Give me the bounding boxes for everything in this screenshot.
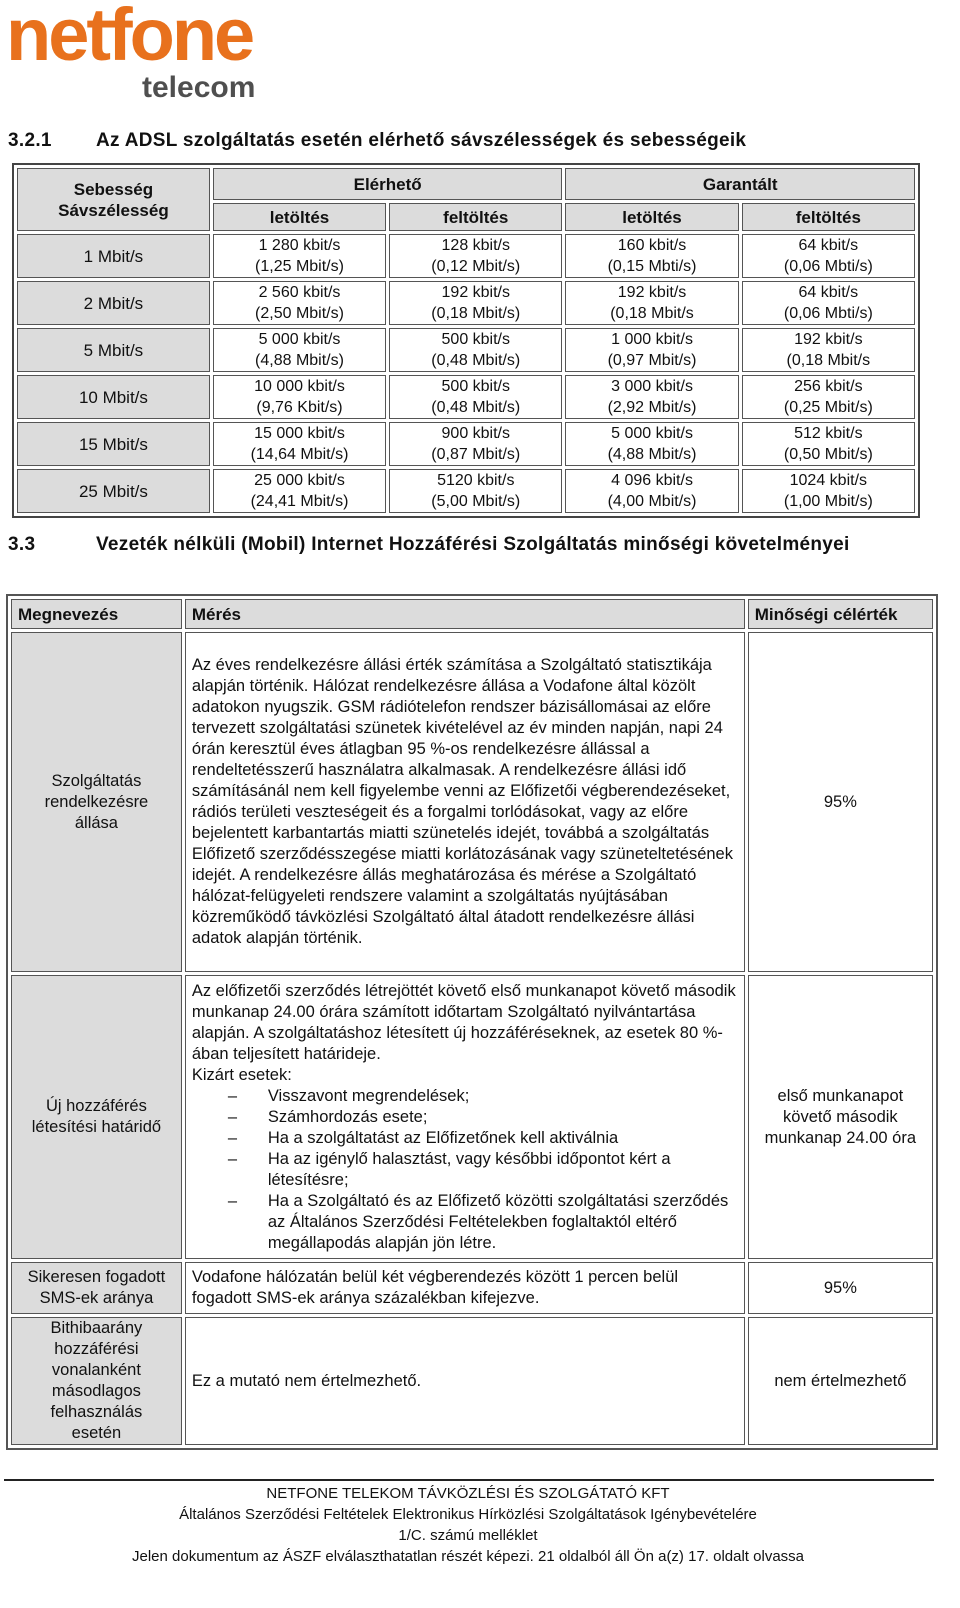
- list-item: – Számhordozás esete;: [228, 1107, 738, 1128]
- footer-divider: [4, 1479, 934, 1481]
- cell-line: 500 kbit/s: [441, 378, 510, 395]
- footer: [0, 1483, 936, 1567]
- table-cell: [389, 375, 562, 419]
- table-cell: [742, 469, 915, 513]
- cell-line: 1 280 kbit/s: [258, 237, 341, 254]
- name-line: Szolgáltatás: [51, 771, 142, 790]
- cell-line: (0,87 Mbit/s): [431, 446, 521, 463]
- name-line: Sikeresen fogadott: [27, 1268, 166, 1286]
- cell-line: (1,25 Mbit/s): [255, 258, 344, 275]
- footer-document: Általános Szerződési Feltételek Elektronikus Hírközlési Szolgáltatások Igénybevételére: [179, 1506, 757, 1523]
- cell-line: 512 kbit/s: [794, 425, 863, 442]
- adsl-table-body: [17, 234, 915, 513]
- mobile-quality-table: [6, 594, 938, 1450]
- cell-line: (0,25 Mbit/s): [783, 399, 873, 416]
- value-line: első munkanapot: [777, 1086, 904, 1105]
- cell-line: (0,48 Mbit/s): [431, 352, 521, 369]
- cell-line: (9,76 Kbit/s): [256, 399, 343, 416]
- section-heading-mobile: [8, 534, 850, 556]
- adsl-speed-table: [12, 163, 920, 518]
- table-cell: [742, 375, 915, 419]
- table-cell: [389, 281, 562, 325]
- cell-line: 25 000 kbit/s: [254, 472, 345, 489]
- table-row: [17, 422, 915, 466]
- table-row: [17, 234, 915, 278]
- row-name-sms: [11, 1262, 182, 1314]
- name-line: vonalanként: [51, 1361, 141, 1379]
- value-line: munkanap 24.00 óra: [764, 1128, 917, 1147]
- cell-line: 1 000 kbit/s: [611, 331, 693, 348]
- cell-line: (0,18 Mbit/s: [610, 305, 694, 322]
- table-row: [17, 469, 915, 513]
- desc-text: Az előfizetői szerződés létrejöttét követő első munkanapot követő második munkanap 24.00 órára számított időtartam Szolgáltató nyilvántartása alapján. A szolgáltatáshoz létesített új hozzáféréseknek, az esetek 80 %-ában teljesített határideje.: [191, 981, 736, 1063]
- list-item: – Ha a Szolgáltató és az Előfizető közötti szolgáltatási szerződés az Általános Szerződési Feltételekben foglaltaktól eltérő megállapodás alapján jön létre.: [228, 1191, 738, 1254]
- corner-header: [17, 168, 210, 231]
- row-speed-label: 15 Mbit/s: [17, 422, 210, 466]
- group-header-guaranteed: Garantált: [565, 168, 915, 200]
- cell-line: 5120 kbit/s: [437, 472, 515, 489]
- row-desc-new-access: [185, 975, 745, 1259]
- row-speed-label: 1 Mbit/s: [17, 234, 210, 278]
- row-desc-bit-error: Ez a mutató nem értelmezhető.: [185, 1317, 745, 1445]
- sub-header: feltöltés: [389, 203, 562, 231]
- logo-sub: telecom: [142, 71, 256, 104]
- cell-line: 4 096 kbit/s: [611, 472, 693, 489]
- cell-line: (5,00 Mbit/s): [431, 493, 521, 510]
- group-header-available: Elérhető: [213, 168, 563, 200]
- name-line: hozzáférési: [54, 1340, 139, 1358]
- cell-line: 64 kbit/s: [798, 237, 859, 254]
- sub-header: letöltés: [213, 203, 386, 231]
- name-line: másodlagos: [51, 1382, 141, 1400]
- table-cell: [565, 328, 738, 372]
- row-speed-label: 25 Mbit/s: [17, 469, 210, 513]
- corner-header-line: Sebesség: [73, 179, 154, 199]
- cell-line: (14,64 Mbit/s): [250, 446, 349, 463]
- netfone-logo: [6, 0, 256, 104]
- header-measurement: Mérés: [185, 599, 745, 629]
- list-item: – Ha a szolgáltatást az Előfizetőnek kell aktiválnia: [228, 1128, 738, 1149]
- cell-line: (0,06 Mbti/s): [783, 305, 873, 322]
- corner-header-line: Sávszélesség: [58, 200, 169, 220]
- cell-line: 192 kbit/s: [441, 284, 510, 301]
- table-cell: [213, 328, 386, 372]
- row-desc-availability: Az éves rendelkezésre állási érték számítása a Szolgáltató statisztikája alapján történik. Hálózat rendelkezésre állása a Vodafone által közölt adatokon nyugszik. GSM rádiótelefon rendszer bázisállomásai az előre tervezett szolgáltatási szünetek kivételével az év minden napján, napi 24 órán keresztül éves átlagban 95 %-os rendelkezésre állással a rendeltetésszerű használatra alkalmasak. A rendelkezésre állási idő számításánál nem kell figyelembe venni az Előfizetői végberendezéseket, rádiós területi veszteségeit és a forgalmi torlódásokat, vagy az előre bejelentett karbantartás miatti szünetelés idejét, továbbá a szolgáltatás Előfizető szerződésszegése miatti korlátozásának vagy szüneteltetésének idejét. A rendelkezésre állás meghatározása és mérése a Szolgáltató hálózat-felügyeleti rendszere valamint a szolgáltatás nyújtásában közreműködő távközlési Szolgáltató által átadott rendelkezésre állási adatok alapján történik.: [185, 632, 745, 972]
- cell-line: (4,00 Mbit/s): [607, 493, 697, 510]
- row-value-new-access: [748, 975, 933, 1259]
- name-line: Új hozzáférés: [45, 1097, 147, 1115]
- cell-line: (4,88 Mbit/s): [255, 352, 344, 369]
- name-line: Bithibaarány: [50, 1319, 143, 1337]
- table-cell: [213, 281, 386, 325]
- row-name-bit-error: [11, 1317, 182, 1445]
- row-desc-sms: Vodafone hálózatán belül két végberendezés között 1 percen belül fogadott SMS-ek aránya százalékban kifejezve.: [185, 1262, 745, 1314]
- cell-line: 192 kbit/s: [794, 331, 863, 348]
- footer-annex: 1/C. számú melléklet: [398, 1527, 538, 1544]
- sub-header: letöltés: [565, 203, 738, 231]
- cell-line: 10 000 kbit/s: [254, 378, 345, 395]
- cell-line: 160 kbit/s: [617, 237, 687, 254]
- name-line: esetén: [71, 1424, 122, 1442]
- row-name-new-access: [11, 975, 182, 1259]
- row-value-sms: 95%: [748, 1262, 933, 1314]
- table-cell: [742, 422, 915, 466]
- table-cell: [389, 422, 562, 466]
- cell-line: (0,06 Mbti/s): [783, 258, 873, 275]
- cell-line: (1,00 Mbit/s): [783, 493, 873, 510]
- table-cell: [213, 469, 386, 513]
- table-cell: [565, 375, 738, 419]
- table-row: [17, 328, 915, 372]
- cell-line: (0,48 Mbit/s): [431, 399, 521, 416]
- cell-line: 128 kbit/s: [441, 237, 510, 254]
- cell-line: (0,12 Mbit/s): [431, 258, 521, 275]
- table-cell: [565, 281, 738, 325]
- cell-line: (2,92 Mbit/s): [607, 399, 697, 416]
- table-cell: [213, 375, 386, 419]
- row-value-bit-error: nem értelmezhető: [748, 1317, 933, 1445]
- table-cell: [389, 469, 562, 513]
- cell-line: 64 kbit/s: [798, 284, 859, 301]
- cell-line: 900 kbit/s: [441, 425, 510, 442]
- section-number: 3.3: [8, 534, 36, 555]
- cell-line: (0,15 Mbti/s): [607, 258, 697, 275]
- name-line: felhasználás: [50, 1403, 143, 1421]
- name-line: létesítési határidő: [31, 1118, 162, 1136]
- table-cell: [742, 234, 915, 278]
- cell-line: (0,18 Mbit/s: [786, 352, 871, 369]
- cell-line: (0,18 Mbit/s): [431, 305, 521, 322]
- row-speed-label: 10 Mbit/s: [17, 375, 210, 419]
- excluded-label: Kizárt esetek:: [191, 1065, 292, 1084]
- table-cell: [213, 234, 386, 278]
- row-speed-label: 5 Mbit/s: [17, 328, 210, 372]
- row-speed-label: 2 Mbit/s: [17, 281, 210, 325]
- cell-line: 5 000 kbit/s: [258, 331, 341, 348]
- logo-brand: netfone: [6, 0, 253, 76]
- table-row: [17, 281, 915, 325]
- name-line: állása: [74, 813, 118, 832]
- table-cell: [565, 422, 738, 466]
- row-name-availability: [11, 632, 182, 972]
- table-cell: [389, 328, 562, 372]
- excluded-list: [192, 1086, 738, 1254]
- header-target: Minőségi célérték: [748, 599, 933, 629]
- cell-line: (2,50 Mbit/s): [255, 305, 344, 322]
- cell-line: (0,97 Mbit/s): [607, 352, 697, 369]
- section-number: 3.2.1: [8, 130, 52, 151]
- cell-line: 256 kbit/s: [794, 378, 863, 395]
- table-cell: [742, 281, 915, 325]
- table-cell: [565, 469, 738, 513]
- header-name: Megnevezés: [11, 599, 182, 629]
- list-item: – Visszavont megrendelések;: [228, 1086, 738, 1107]
- cell-line: 5 000 kbit/s: [611, 425, 693, 442]
- section-heading-adsl: [8, 130, 746, 152]
- footer-company: NETFONE TELEKOM TÁVKÖZLÉSI ÉS SZOLGÁTATÓ KFT: [266, 1485, 670, 1502]
- footer-page-info: Jelen dokumentum az ÁSZF elválaszthatatlan részét képezi. 21 oldalból áll Ön a(z) 17. oldalt olvassa: [131, 1548, 805, 1565]
- table-cell: [213, 422, 386, 466]
- table-cell: [389, 234, 562, 278]
- cell-line: 2 560 kbit/s: [258, 284, 341, 301]
- value-line: követő második: [783, 1107, 898, 1126]
- table-cell: [565, 234, 738, 278]
- table-cell: [742, 328, 915, 372]
- cell-line: (0,50 Mbit/s): [783, 446, 873, 463]
- cell-line: 1024 kbit/s: [789, 472, 868, 489]
- cell-line: 3 000 kbit/s: [611, 378, 693, 395]
- cell-line: (4,88 Mbit/s): [607, 446, 697, 463]
- table-row: [17, 375, 915, 419]
- sub-header: feltöltés: [742, 203, 915, 231]
- row-value-availability: 95%: [748, 632, 933, 972]
- cell-line: 192 kbit/s: [617, 284, 687, 301]
- cell-line: (24,41 Mbit/s): [250, 493, 349, 510]
- list-item: – Ha az igénylő halasztást, vagy későbbi időpontot kért a létesítésre;: [228, 1149, 738, 1191]
- section-title: Vezeték nélküli (Mobil) Internet Hozzáférési Szolgáltatás minőségi követelményei: [96, 534, 850, 555]
- name-line: rendelkezésre: [44, 792, 149, 811]
- name-line: SMS-ek aránya: [39, 1289, 154, 1307]
- cell-line: 500 kbit/s: [441, 331, 510, 348]
- cell-line: 15 000 kbit/s: [254, 425, 345, 442]
- section-title: Az ADSL szolgáltatás esetén elérhető sávszélességek és sebességeik: [96, 130, 747, 151]
